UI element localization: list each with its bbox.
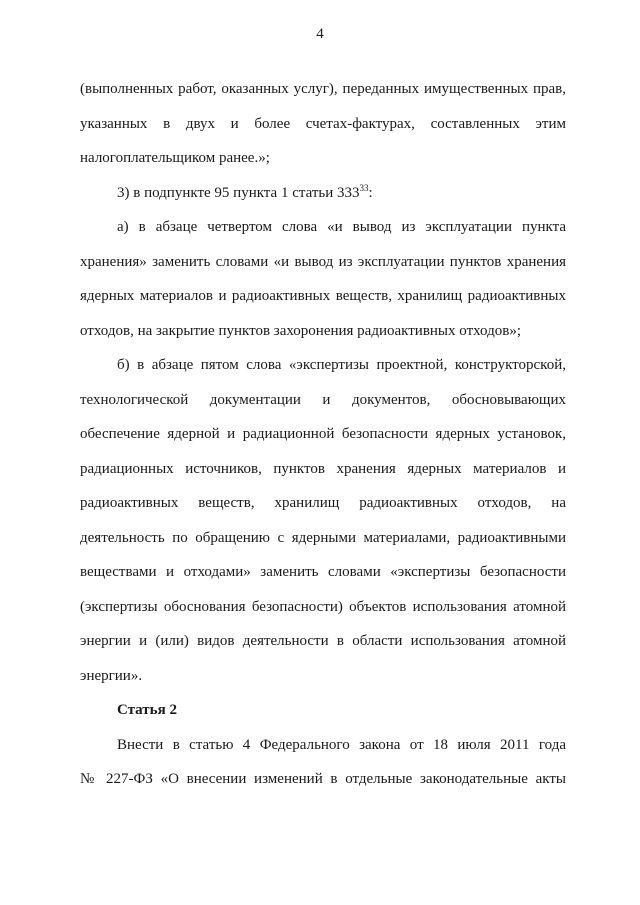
text-line: ядерных материалов и радиоактивных веществ, хранилищ радиоактивных xyxy=(80,288,566,304)
text-line: веществами и отходами» заменить словами «экспертизы безопасности xyxy=(80,564,566,580)
superscript: 33 xyxy=(359,182,369,193)
text-line: налогоплательщиком ранее.»; xyxy=(80,150,270,166)
page-number: 4 xyxy=(316,26,324,42)
sub-item-b: б) в абзаце пятом слова «экспертизы проектной, конструкторской, xyxy=(117,357,566,373)
text-line: обеспечение ядерной и радиационной безопасности ядерных установок, xyxy=(80,426,566,442)
text-line: № 227-ФЗ «О внесении изменений в отдельные законодательные акты xyxy=(80,771,566,787)
text-line: энергии». xyxy=(80,667,143,684)
text-line: деятельность по обращению с ядерными материалами, радиоактивными xyxy=(80,529,566,546)
text-line: радиационных источников, пунктов хранения ядерных материалов и xyxy=(80,460,566,477)
article-heading: Статья 2 xyxy=(117,702,177,718)
text-line: энергии и (или) видов деятельности в области использования атомной xyxy=(80,633,566,649)
text-line: (экспертизы обоснования безопасности) объектов использования атомной xyxy=(80,598,566,615)
text-line: указанных в двух и более счетах-фактурах, составленных этим xyxy=(80,115,566,132)
article-text: Внести в статью 4 Федерального закона от 18 июля 2011 года xyxy=(117,736,566,753)
text-line: радиоактивных веществ, хранилищ радиоактивных отходов, на xyxy=(80,495,566,511)
text-line: (выполненных работ, оказанных услуг), переданных имущественных прав, xyxy=(80,81,566,97)
text-line: хранения» заменить словами «и вывод из эксплуатации пунктов хранения xyxy=(80,253,566,270)
text-line: технологической документации и документов, обосновывающих xyxy=(80,391,566,408)
list-item-3 xyxy=(80,176,566,211)
document-body xyxy=(80,72,566,797)
text-line: отходов, на закрытие пунктов захоронения радиоактивных отходов»; xyxy=(80,322,521,339)
sub-item-a: а) в абзаце четвертом слова «и вывод из эксплуатации пункта xyxy=(117,219,566,235)
list-item-3-colon: : xyxy=(368,184,373,201)
list-item-3-text: 3) в подпункте 95 пункта 1 статьи 333 xyxy=(117,184,360,201)
